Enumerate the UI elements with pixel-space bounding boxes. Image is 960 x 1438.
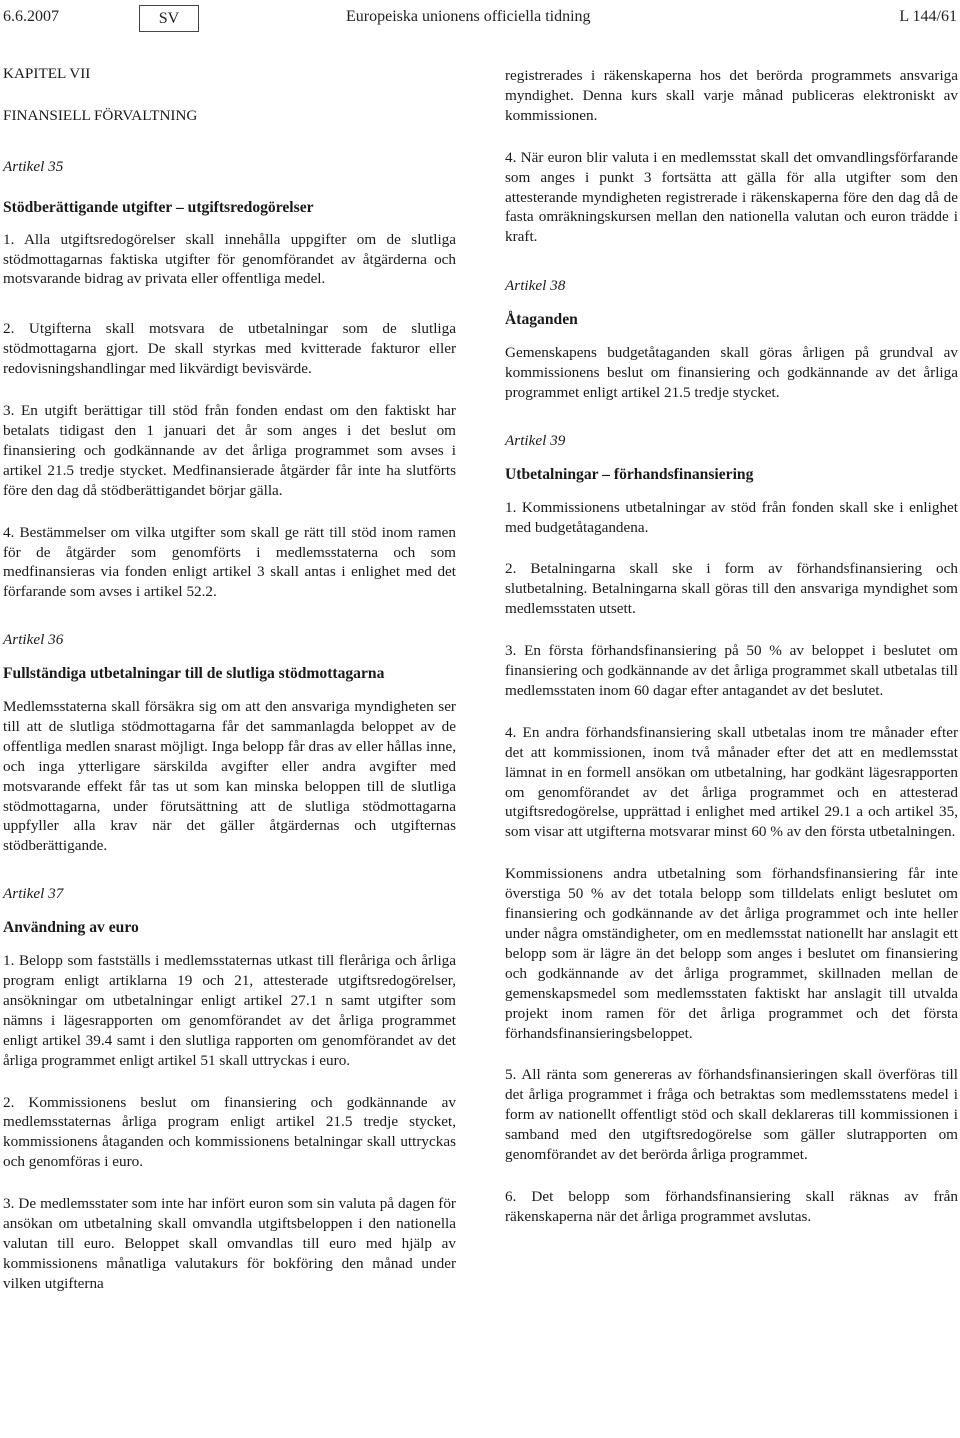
page-reference: L 144/61 xyxy=(899,8,957,25)
article-39-paragraph-1: 1. Kommissionens utbetalningar av stöd från fonden skall ske i enlighet med budgetåtagandena. xyxy=(505,498,958,536)
continued-paragraph: registrerades i räkenskaperna hos det berörda programmets ansvariga myndighet. Denna kurs skall varje månad publiceras elektroniskt av kommissionen. xyxy=(505,67,958,124)
article-39-paragraph-5: 5. All ränta som genereras av förhandsfinansieringen skall överföras till det årliga programmet i fråga och betraktas som medlemsstatens medel i form av nationellt offentligt stöd och skall deklareras till kommissionen i samband med den utgiftsredogörelse som gäller slutrapporten om genomförandet av det berörda årliga programmet. xyxy=(505,1066,958,1164)
right-column xyxy=(505,66,958,1227)
publication-date: 6.6.2007 xyxy=(3,8,59,25)
article-39-paragraph-6: 6. Det belopp som förhandsfinansiering skall räknas av från räkenskaperna när det årliga programmet avslutas. xyxy=(505,1187,958,1225)
article-37-paragraph-1: 1. Belopp som fastställs i medlemsstaternas utkast till fleråriga och årliga program enligt artiklarna 19 och 21, attesterade utgiftsredogörelser, ansökningar om utbetalningar enligt artikel 27.1 n samt utgifter som nämns i lägesrapporten om genomförandet av det årliga programmet enligt artikel 39.4 samt i den slutliga rapporten om genomförandet av det årliga programmet enligt artikel 51 skall uttryckas i euro. xyxy=(3,952,456,1069)
article-39-paragraph-4: 4. En andra förhandsfinansiering skall utbetalas inom tre månader efter det att kommissionen, inom två månader efter det att en medlemsstat lämnat in en formell ansökan om utbetalning, har godkänt lägesrapporten om genomförandet av det årliga programmet och en attesterad utgiftsredogörelse, upprättad i enlighet med artikel 29.1 a och artikel 35, som visar att utgifterna motsvarar minst 60 % av den första utbetalningen. xyxy=(505,723,958,841)
article-35-heading: Artikel 35 xyxy=(3,157,64,175)
chapter-heading: KAPITEL VII xyxy=(3,65,91,82)
article-37-paragraph-4: 4. När euron blir valuta i en medlemsstat skall det omvandlingsförfarande som anges i punkt 3 fortsätta att gälla för alla utgifter som den attesterande myndigheten registrerade i räkenskaperna före den dag då de fasta omräkningskursen mellan den nationella valutan och euron trädde i kraft. xyxy=(505,148,958,246)
article-36-heading: Artikel 36 xyxy=(3,631,64,649)
article-35-paragraph-1: 1. Alla utgiftsredogörelser skall innehålla uppgifter om de slutliga stödmottagarnas faktiska utgifter för genomförandet av åtgärderna och motsvarande bidrag av privata eller offentliga medel. xyxy=(3,230,456,288)
article-39-paragraph-3: 3. En första förhandsfinansiering på 50 % av beloppet i beslutet om finansiering och godkännande av det årliga programmet skall utbetalas till medlemsstaten inom 60 dagar efter antagandet av det beslutet. xyxy=(505,642,958,699)
article-38-title: Åtaganden xyxy=(505,311,578,329)
journal-header xyxy=(3,4,957,34)
article-38-paragraph: Gemenskapens budgetåtaganden skall göras årligen på grundval av kommissionens beslut om finansiering och godkännande av det årliga programmet enligt artikel 21.5 tredje stycket. xyxy=(505,344,958,401)
article-35-title: Stödberättigande utgifter – utgiftsredogörelser xyxy=(3,198,314,216)
journal-title: Europeiska unionens officiella tidning xyxy=(346,8,591,25)
article-35-paragraph-3: 3. En utgift berättigar till stöd från fonden endast om den faktiskt har betalats tidigast den 1 januari det år som anges i det beslut om finansiering och godkännande av det årliga programmet som avses i artikel 21.5 tredje stycket. Medfinansierade åtgärder får inte ha slutförts före den dag då stödberättigandet börjar gälla. xyxy=(3,402,456,499)
article-39-title: Utbetalningar – förhandsfinansiering xyxy=(505,465,754,483)
article-35-paragraph-4: 4. Bestämmelser om vilka utgifter som skall ge rätt till stöd inom ramen för de åtgärder som genomförts i medlemsstaterna och som medfinansieras via fonden enligt artikel 3 skall antas i enlighet med det förfarande som avses i artikel 52.2. xyxy=(3,523,456,601)
article-37-paragraph-2: 2. Kommissionens beslut om finansiering och godkännande av medlemsstaternas årliga program enligt artikel 21.5 tredje stycket, kommissionens åtaganden och kommissionens betalningar skall uttryckas och genomföras i euro. xyxy=(3,1093,456,1171)
article-35-paragraph-2: 2. Utgifterna skall motsvara de utbetalningar som de slutliga stödmottagarna gjort. De skall styrkas med kvitterade fakturor eller redovisningshandlingar med likvärdigt bevisvärde. xyxy=(3,320,456,378)
article-39-paragraph-2: 2. Betalningarna skall ske i form av förhandsfinansiering och slutbetalning. Betalningarna skall göras till den ansvariga myndighet som medlemsstaten utsett. xyxy=(505,560,958,618)
article-37-heading: Artikel 37 xyxy=(3,885,64,903)
article-36-title: Fullständiga utbetalningar till de slutliga stödmottagarna xyxy=(3,665,385,683)
chapter-title: FINANSIELL FÖRVALTNING xyxy=(3,106,198,124)
article-37-paragraph-3: 3. De medlemsstater som inte har infört euron som sin valuta på dagen för ansökan om utbetalning skall omvandla utgiftsbeloppen i den nationella valutan till euro. Beloppet skall omvandlas till euro med hjälp av kommissionens månatliga valutakurs för bokföring den månad under vilken utgifterna xyxy=(3,1195,456,1292)
article-38-heading: Artikel 38 xyxy=(505,277,566,295)
article-39-paragraph-4b: Kommissionens andra utbetalning som förhandsfinansiering får inte överstiga 50 % av det totala belopp som tilldelats enligt beslutet om finansiering och godkännande av det årliga programmet och inte heller under några omständigheter, om en medlemsstat nationellt har anslagit ett belopp som är lägre än det belopp som anges i beslutet om finansiering och godkännande av det årliga programmet, skillnaden mellan de gemenskapsmedel som medlemsstaten faktiskt har anslagit till utvalda projekt inom ramen för det årliga programmet och det första förhandsfinansieringsbeloppet. xyxy=(505,865,958,1042)
language-badge: SV xyxy=(139,5,199,32)
article-36-paragraph: Medlemsstaterna skall försäkra sig om att den ansvariga myndigheten ser till att de slutliga stödmottagarna får det sammanlagda beloppet av de offentliga medlen snarast möjligt. Inga belopp får dras av eller hållas inne, och inga ytterligare särskilda avgifter eller andra avgifter med motsvarande effekt får tas ut som kan minska beloppen till de slutliga stödmottagarna, under förutsättning att de slutliga stödmottagarna uppfyller alla krav när det gäller åtgärdernas och utgifternas stödberättigande. xyxy=(3,698,456,855)
left-column xyxy=(3,64,456,1294)
article-37-title: Användning av euro xyxy=(3,919,139,937)
article-39-heading: Artikel 39 xyxy=(505,431,566,449)
